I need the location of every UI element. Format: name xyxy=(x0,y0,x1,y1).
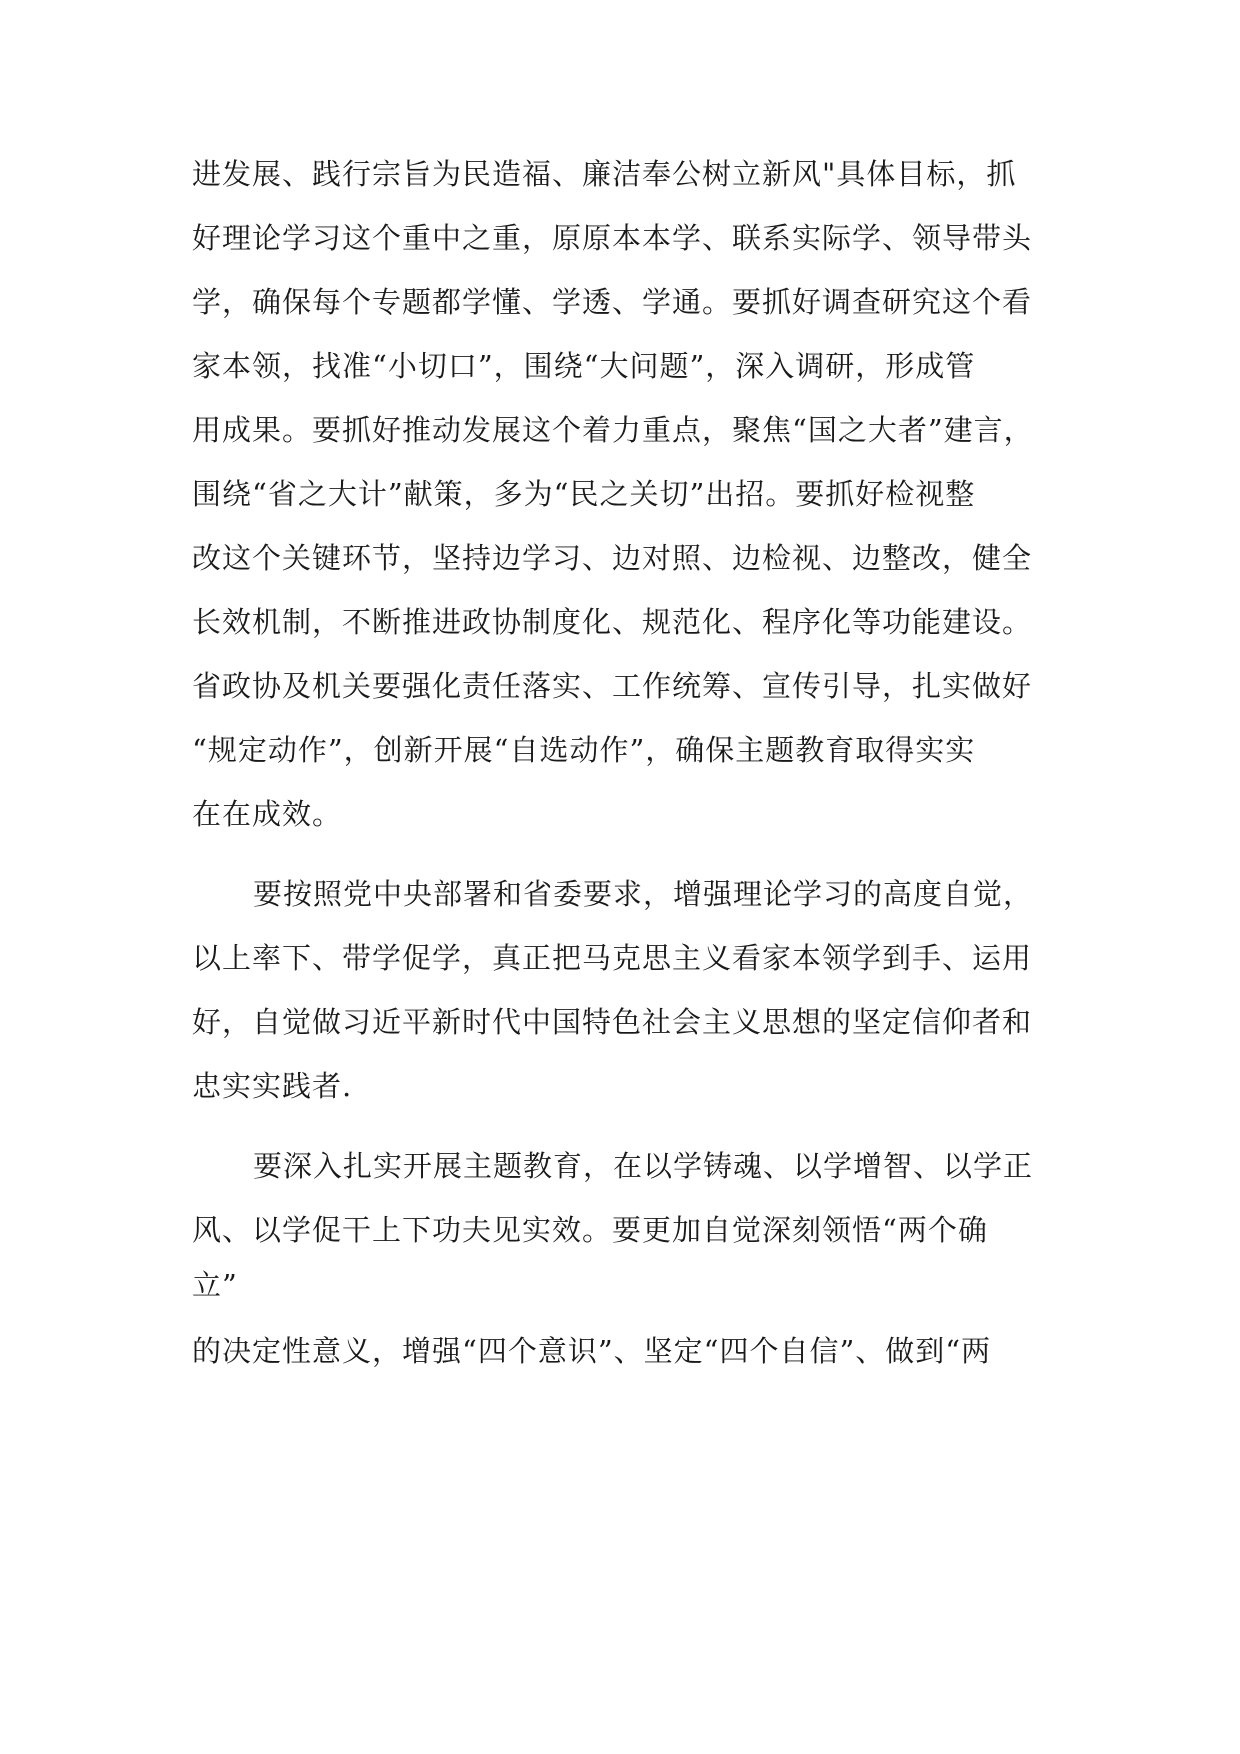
paragraph-line: 学，确保每个专题都学懂、学透、学通。要抓好调查研究这个看 xyxy=(192,285,1033,319)
paragraph-line: 要按照党中央部署和省委要求，增强理论学习的高度自觉， xyxy=(253,877,1034,911)
paragraph-line: “规定动作”，创新开展“自选动作”，确保主题教育取得实实 xyxy=(192,733,976,767)
paragraph-line: 要深入扎实开展主题教育，在以学铸魂、以学增智、以学正 xyxy=(253,1149,1034,1183)
paragraph-line: 家本领，找准“小切口”，围绕“大问题”，深入调研，形成管 xyxy=(192,349,976,383)
paragraph-line: 好理论学习这个重中之重，原原本本学、联系实际学、领导带头 xyxy=(192,221,1033,255)
paragraph-line: 改这个关键环节，坚持边学习、边对照、边检视、边整改，健全 xyxy=(192,541,1033,575)
paragraph-line: 的决定性意义，增强“四个意识”、坚定“四个自信”、做到“两 xyxy=(192,1334,992,1368)
paragraph-line: 忠实实践者. xyxy=(192,1069,353,1103)
paragraph-line: 围绕“省之大计”献策，多为“民之关切”出招。要抓好检视整 xyxy=(192,477,976,511)
paragraph-line: 以上率下、带学促学，真正把马克思主义看家本领学到手、运用 xyxy=(192,941,1033,975)
paragraph-line: 风、以学促干上下功夫见实效。要更加自觉深刻领悟“两个确 xyxy=(192,1213,988,1247)
paragraph-line: 用成果。要抓好推动发展这个着力重点，聚焦“国之大者”建言， xyxy=(192,413,1034,447)
paragraph-line: 立” xyxy=(192,1268,238,1302)
paragraph-line: 长效机制，不断推进政协制度化、规范化、程序化等功能建设。 xyxy=(192,605,1033,639)
paragraph-line: 好，自觉做习近平新时代中国特色社会主义思想的坚定信仰者和 xyxy=(192,1005,1033,1039)
paragraph-line: 在在成效。 xyxy=(192,797,343,831)
paragraph-line: 进发展、践行宗旨为民造福、廉洁奉公树立新风"具体目标，抓 xyxy=(192,157,1017,191)
paragraph-line: 省政协及机关要强化责任落实、工作统筹、宣传引导，扎实做好 xyxy=(192,669,1033,703)
